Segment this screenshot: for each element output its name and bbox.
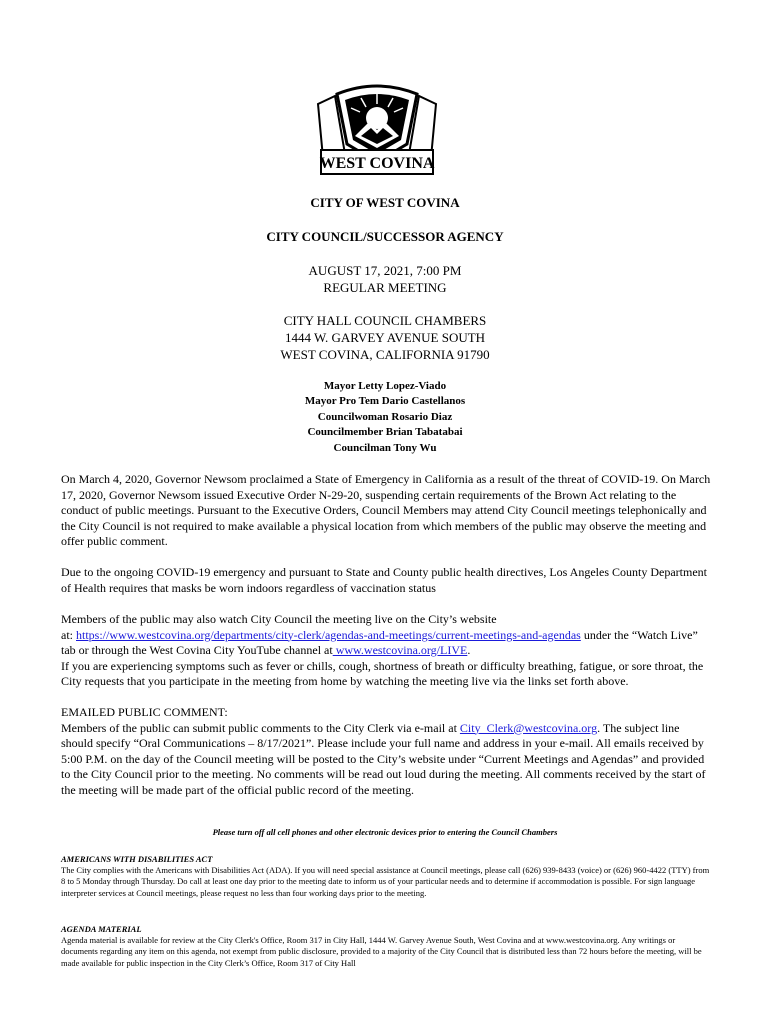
city-title: CITY OF WEST COVINA (310, 195, 460, 210)
council-member: Councilmember Brian Tabatabai (307, 426, 463, 439)
covid-paragraph: On March 4, 2020, Governor Newsom proclaimed a State of Emergency in California as a result of the threat of COVID-19. On March 17, 2020, Governor Newsom issued Executive Order N-29-20, suspending certain requirements of the Brown Act relating to the conduct of public meetings. Pursuant to the Executive Orders, Council Members may attend City Council meetings telephonically and the City Council is not required to make available a physical location from which members of the public may observe the meeting and offer public comment. (61, 472, 711, 549)
agenda-material-text: Agenda material is available for review at the City Clerk's Office, Room 317 in City Hall, 1444 W. Garvey Avenue South, West Covina and at www.westcovina.org. Any writings or documents regarding any item on this agenda, not exempt from public disclosure, provided to a majority of the City Council that is distributed less than 72 hours before the meeting, will be made available for public inspection in the City Clerk’s Office, Room 317 of City Hall (61, 935, 702, 968)
live-link[interactable]: www.westcovina.org/LIVE (332, 643, 468, 658)
logo-text: WEST COVINA (319, 155, 435, 172)
watch-live-paragraph: Members of the public may also watch City Council the meeting live on the City’s website at: https://www.westcovina.org/departments/city-clerk/agendas-and-meetings/current-meetings-and-agendas under the “Watch Live” tab or through the West Covina City YouTube channel at www.westcovina.org/LIVE. If you are experiencing symptoms such as fever or chills, cough, shortness of breath or difficulty breathing, fatigue, or sore throat, the City requests that you participate in the meeting from home by watching the meeting live via the links set forth above. (61, 612, 704, 689)
agenda-material-section (61, 924, 713, 969)
agendas-link[interactable]: https://www.westcovina.org/departments/city-clerk/agendas-and-meetings/current-meetings-and-agendas (76, 627, 581, 642)
public-comment-title: EMAILED PUBLIC COMMENT: (61, 705, 228, 719)
location-line-1: CITY HALL COUNCIL CHAMBERS (283, 313, 487, 328)
agenda-material-title: AGENDA MATERIAL (61, 924, 142, 934)
agency-title: CITY COUNCIL/SUCCESSOR AGENCY (266, 229, 504, 244)
location-line-2: 1444 W. GARVEY AVENUE SOUTH (284, 330, 486, 345)
mask-paragraph: Due to the ongoing COVID-19 emergency and pursuant to State and County public health directives, Los Angeles County Department of Health requires that masks be worn indoors regardless of vaccination status (61, 565, 707, 595)
meeting-date: AUGUST 17, 2021, 7:00 PM (308, 263, 462, 278)
location-line-3: WEST COVINA, CALIFORNIA 91790 (280, 347, 490, 362)
ada-section (61, 854, 713, 899)
ada-text: The City complies with the Americans with Disabilities Act (ADA). If you will need special assistance at Council meetings, please call (626) 939-8433 (voice) or (626) 960-4422 (TTY) from 8 to 5 Monday through Thursday. Do call at least one day prior to the meeting date to inform us of your particular needs and to determine if accommodation is possible. For sign language interpreter services at Council meetings, please request no less than four working days prior to the meeting. (61, 865, 710, 898)
council-member: Councilman Tony Wu (333, 441, 437, 454)
council-member: Mayor Letty Lopez-Viado (323, 380, 447, 392)
council-member: Mayor Pro Tem Dario Castellanos (304, 395, 466, 408)
clerk-email-link[interactable]: City_Clerk@westcovina.org (459, 720, 598, 735)
devices-notice: Please turn off all cell phones and other electronic devices prior to entering the Council Chambers (212, 827, 558, 837)
ada-title: AMERICANS WITH DISABILITIES ACT (61, 854, 213, 864)
council-list (0, 379, 770, 456)
public-comment-paragraph: EMAILED PUBLIC COMMENT: Members of the public can submit public comments to the City Clerk via e-mail at City_Clerk@westcovina.org. The subject line should specify “Oral Communications – 8/17/2021”. Please include your full name and address in your e-mail. All emails received by 5:00 P.M. on the day of the Council meeting will be posted to the City’s website under “Current Meetings and Agendas” and provided to the City Council prior to the meeting. No comments will be read out loud during the meeting. All comments received by the start of the meeting will be made part of the official public record of the meeting. (61, 705, 713, 799)
meeting-type: REGULAR MEETING (323, 280, 447, 295)
council-member: Councilwoman Rosario Diaz (317, 410, 453, 423)
west-covina-logo (315, 84, 439, 178)
